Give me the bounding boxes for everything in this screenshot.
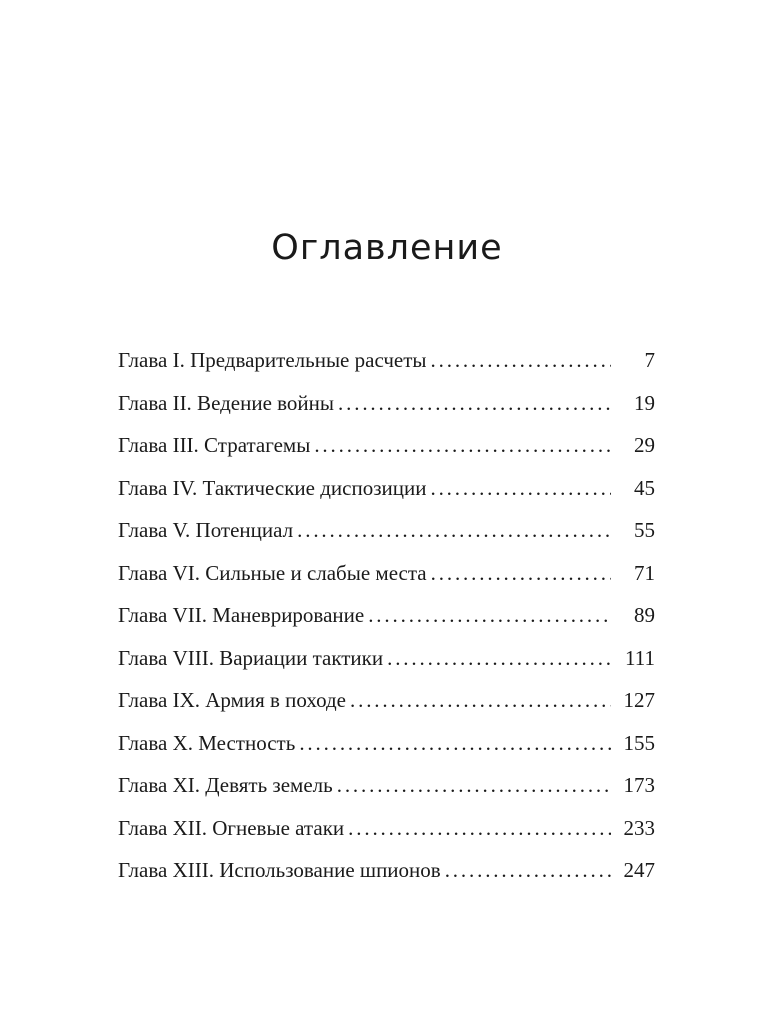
toc-dot-leader [445,855,611,885]
page-title: Оглавление [271,228,503,268]
toc-entry[interactable] [118,430,655,473]
toc-entry-page: 173 [623,773,655,797]
toc-entry-label: Глава II. Ведение войны [118,390,335,415]
toc-entry-page: 127 [623,688,655,712]
toc-entry-page: 71 [634,560,655,585]
toc-entry-page: 247 [623,858,655,882]
toc-entry[interactable] [118,770,655,813]
toc-entry-label: Глава X. Местность [118,730,296,755]
toc-entry[interactable] [118,515,655,558]
toc-dot-leader [430,473,611,503]
toc-dot-leader [337,770,611,800]
toc-entry-page: 45 [634,475,655,500]
table-of-contents [118,345,655,898]
toc-dot-leader [387,643,611,673]
toc-entry-label: Глава IX. Армия в походе [118,688,346,712]
toc-entry[interactable] [118,855,655,898]
toc-entry-label: Глава VI. Сильные и слабые места [118,560,427,585]
toc-entry[interactable] [118,813,655,856]
toc-entry-label: Глава XII. Огневые атаки [118,815,345,840]
toc-entry-label: Глава V. Потенциал [118,518,294,542]
toc-entry-label: Глава I. Предварительные расчеты [118,348,427,372]
toc-entry-page: 89 [634,603,655,627]
toc-entry[interactable] [118,388,655,431]
toc-dot-leader [299,728,611,758]
toc-entry-label: Глава VIII. Вариации тактики [118,645,384,670]
toc-entry[interactable] [118,728,655,771]
toc-entry[interactable] [118,558,655,601]
toc-entry[interactable] [118,600,655,643]
toc-entry-label: Глава XI. Девять земель [118,773,333,797]
toc-entry-page: 29 [634,433,655,457]
toc-entry-page: 233 [623,815,655,840]
toc-entry-label: Глава XIII. Использование шпионов [118,858,441,882]
toc-entry-page: 7 [644,348,655,372]
toc-dot-leader [297,515,611,545]
toc-dot-leader [368,600,611,630]
toc-entry[interactable] [118,345,655,388]
toc-entry-label: Глава IV. Тактические диспозиции [118,475,427,500]
toc-entry[interactable] [118,643,655,686]
toc-entry-page: 19 [634,390,655,415]
toc-entry-page: 55 [634,518,655,542]
toc-entry[interactable] [118,473,655,516]
toc-entry-label: Глава III. Стратагемы [118,433,311,457]
toc-dot-leader [338,388,611,418]
toc-entry[interactable] [118,685,655,728]
toc-dot-leader [348,813,611,843]
toc-dot-leader [350,685,611,715]
toc-dot-leader [314,430,611,460]
toc-entry-page: 155 [623,730,655,755]
toc-dot-leader [431,345,611,375]
toc-entry-label: Глава VII. Маневрирование [118,603,365,627]
toc-entry-page: 111 [625,645,655,670]
toc-dot-leader [431,558,611,588]
